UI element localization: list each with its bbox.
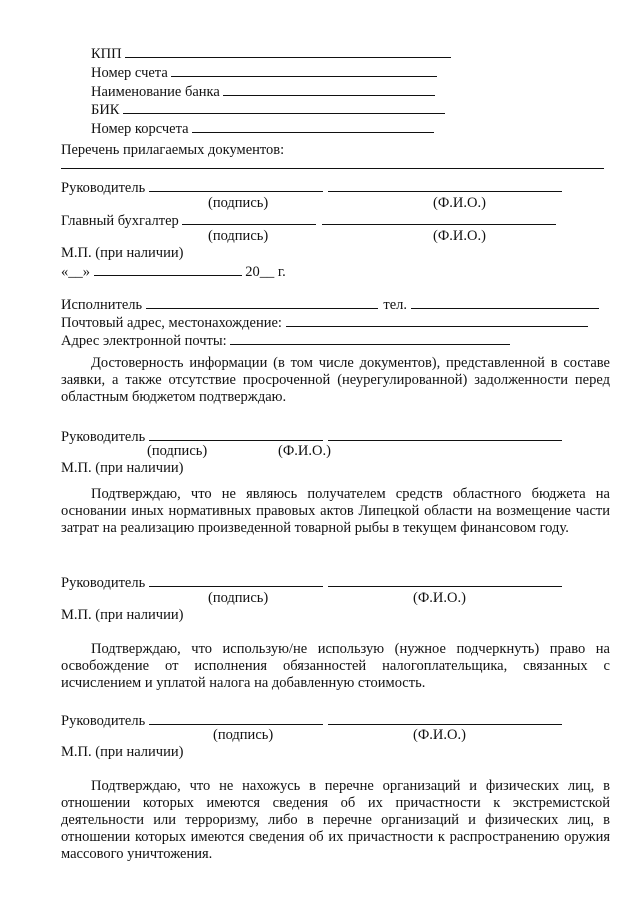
corr-account-line [91,119,434,138]
email-field[interactable] [230,331,510,345]
reliability-paragraph [61,355,610,406]
signature-caption: (подпись) [147,443,208,459]
head-label: Руководитель [61,713,146,729]
head-fio-field[interactable] [328,711,562,725]
head-label: Руководитель [61,429,146,445]
corr-account-label: Номер корсчета [91,121,189,137]
email-label: Адрес электронной почты: [61,333,227,349]
stamp-label: М.П. (при наличии) [61,607,184,623]
date-line [61,262,286,281]
fio-caption: (Ф.И.О.) [413,590,466,606]
bank-name-line [91,82,435,101]
bik-label: БИК [91,102,120,118]
executor-line [61,295,599,314]
head-line-3 [61,573,562,592]
date-month-field[interactable] [94,262,242,276]
account-field[interactable] [171,63,437,77]
stamp-label: М.П. (при наличии) [61,245,184,261]
vat-paragraph [61,641,610,692]
chief-accountant-signature-field[interactable] [182,211,316,225]
head-line-1 [61,178,562,197]
head-signature-field[interactable] [149,427,323,441]
head-fio-field[interactable] [328,573,562,587]
date-year[interactable]: 20__ г. [245,264,286,280]
vat-text: Подтверждаю, что использую/не использую (нужное подчеркнуть) право на освобождение от исполнения обязанностей налогоплательщика, связанных с исчислением и уплатой налога на добавленную стоимость. [61,641,610,691]
signature-caption: (подпись) [208,228,269,244]
phone-field[interactable] [411,295,599,309]
chief-accountant-fio-field[interactable] [322,211,556,225]
extremism-text: Подтверждаю, что не нахожусь в перечне организаций и физических лиц, в отношении которых имеются сведения об их причастности к экстремистской деятельности или терроризму, либо в перечне организаций и физических лиц, в отношении которых имеются сведения об их причастности к распространению оружия массового уничтожения. [61,778,610,862]
email-line [61,331,510,350]
fio-caption: (Ф.И.О.) [278,443,331,459]
bank-name-field[interactable] [223,82,435,96]
date-day[interactable]: «__» [61,264,90,280]
bank-name-label: Наименование банка [91,84,220,100]
signature-caption: (подпись) [213,727,274,743]
not-recipient-text: Подтверждаю, что не являюсь получателем средств областного бюджета на основании иных нормативных правовых актов Липецкой области на возмещение части затрат на реализацию произведенной товарной рыбы в текущем финансовом году. [61,486,610,536]
head-signature-field[interactable] [149,178,323,192]
bik-line [91,100,445,119]
head-fio-field[interactable] [328,178,562,192]
account-line [91,63,437,82]
extremism-paragraph [61,778,610,863]
executor-label: Исполнитель [61,297,143,313]
account-label: Номер счета [91,65,168,81]
documents-list-label: Перечень прилагаемых документов: [61,142,285,158]
postal-line [61,313,588,332]
fio-caption: (Ф.И.О.) [433,228,486,244]
head-signature-field[interactable] [149,711,323,725]
kpp-label: КПП [91,46,122,62]
signature-caption: (подпись) [208,590,269,606]
signature-caption: (подпись) [208,195,269,211]
head-label: Руководитель [61,575,146,591]
reliability-text: Достоверность информации (в том числе документов), представленной в составе заявки, а также отсутствие просроченной (неурегулированной) задолженности перед областным бюджетом подтверждаю. [61,355,610,405]
stamp-label: М.П. (при наличии) [61,744,184,760]
head-line-4 [61,711,562,730]
bik-field[interactable] [123,100,445,114]
fio-caption: (Ф.И.О.) [413,727,466,743]
postal-label: Почтовый адрес, местонахождение: [61,315,282,331]
executor-field[interactable] [146,295,378,309]
documents-list-field[interactable] [61,168,604,169]
head-label: Руководитель [61,180,146,196]
stamp-label: М.П. (при наличии) [61,460,184,476]
kpp-line [91,44,451,63]
corr-account-field[interactable] [192,119,434,133]
fio-caption: (Ф.И.О.) [433,195,486,211]
phone-label: тел. [383,297,407,313]
head-signature-field[interactable] [149,573,323,587]
postal-field[interactable] [286,313,588,327]
not-recipient-paragraph [61,486,610,537]
head-fio-field[interactable] [328,427,562,441]
kpp-field[interactable] [125,44,451,58]
chief-accountant-label: Главный бухгалтер [61,213,179,229]
